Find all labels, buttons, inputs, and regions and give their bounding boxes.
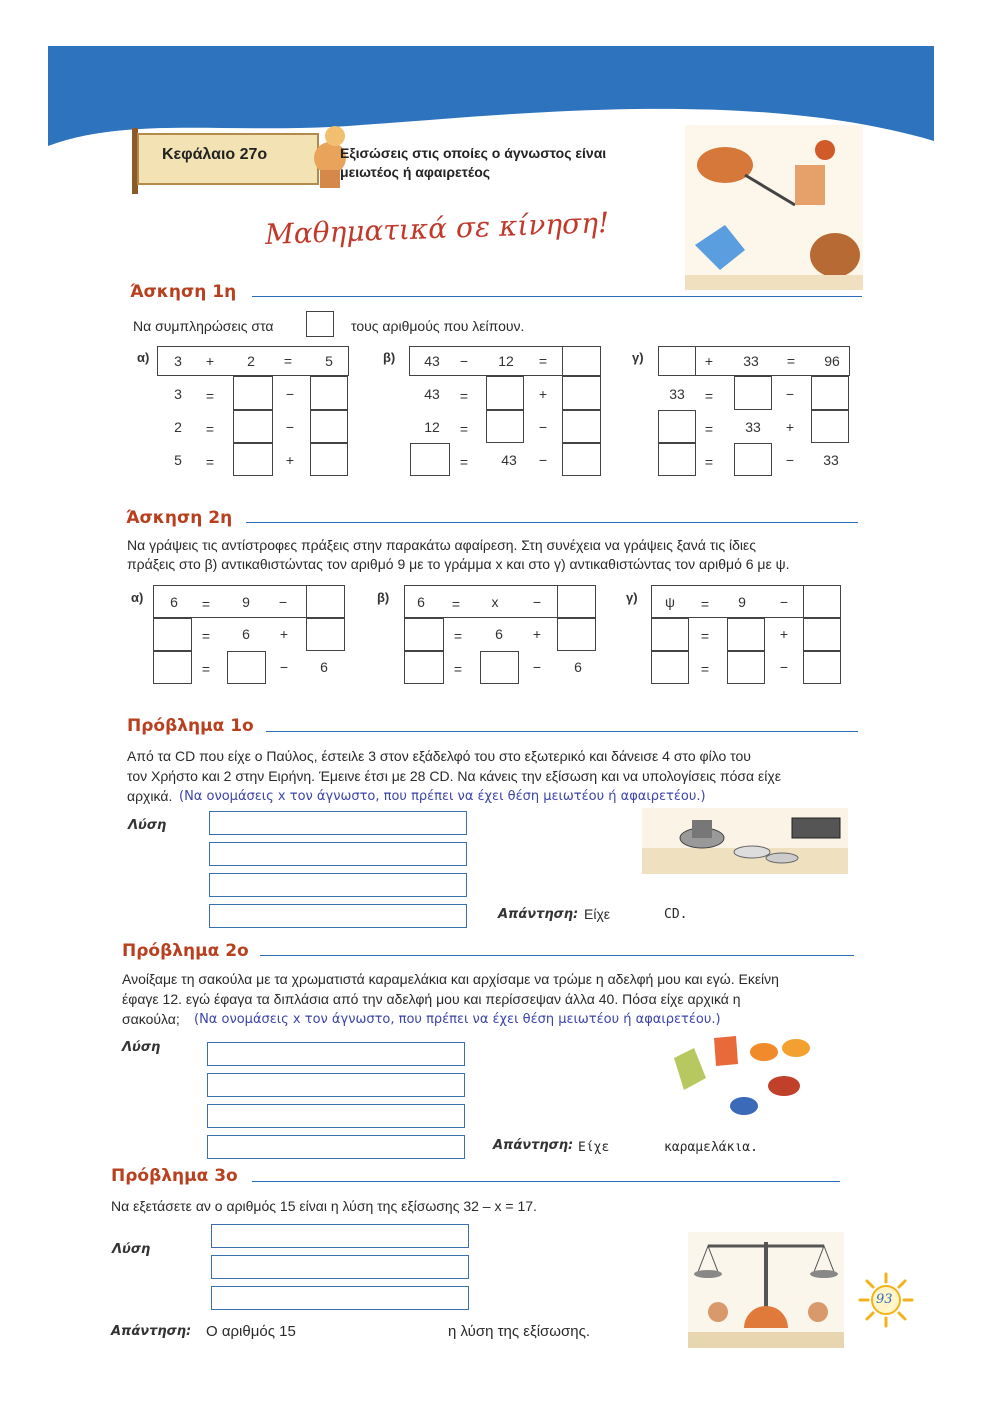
p1-solution-line-1[interactable] bbox=[209, 811, 467, 835]
ex1b-r0-c1: − bbox=[459, 353, 469, 369]
p3-solution-label: Λύση bbox=[112, 1242, 151, 1257]
p3-solution-line-1[interactable] bbox=[211, 1224, 469, 1248]
ex1b-r2-box1[interactable] bbox=[486, 410, 524, 443]
p2-title: Πρόβλημα 2ο bbox=[122, 941, 249, 961]
p1-solution-label: Λύση bbox=[128, 818, 167, 833]
ex2a-r0-c2: 9 bbox=[242, 594, 250, 610]
ex2b-r0-c3: − bbox=[532, 594, 542, 610]
p3-answer-a: Ο αριθμός 15 bbox=[206, 1323, 296, 1340]
p3-answer-b: η λύση της εξίσωσης. bbox=[448, 1323, 590, 1340]
balance-scale-illustration bbox=[688, 1232, 844, 1348]
ex2c-r2-box2[interactable] bbox=[727, 651, 765, 684]
ex2c-r2-box3[interactable] bbox=[803, 651, 841, 684]
ex2a-r1-box1[interactable] bbox=[153, 618, 192, 651]
page-number-badge bbox=[858, 1272, 914, 1328]
p3-solution-line-3[interactable] bbox=[211, 1286, 469, 1310]
ex1a-r0-c0: 3 bbox=[174, 353, 182, 369]
ex1c-r0-c3: 96 bbox=[824, 353, 840, 369]
ex1-instruction-b: τους αριθμούς που λείπουν. bbox=[351, 318, 525, 334]
p1-text-3: αρχικά. bbox=[127, 788, 173, 804]
ex1a-r2-c1: = bbox=[205, 421, 215, 437]
ex2a-r1-c1: 6 bbox=[242, 626, 250, 642]
ex2b-label: β) bbox=[377, 590, 390, 605]
ex1b-r0-box[interactable] bbox=[562, 346, 601, 376]
ex2c-r0-c3: − bbox=[779, 594, 789, 610]
ex1b-r3-box1[interactable] bbox=[410, 443, 450, 476]
p3-rule bbox=[252, 1181, 840, 1182]
ex2a-r2-box2[interactable] bbox=[227, 651, 266, 684]
ex1b-r0-c2: 12 bbox=[498, 353, 514, 369]
ex1a-r3-c2: + bbox=[285, 452, 295, 468]
ex1b-r2-box2[interactable] bbox=[562, 410, 601, 443]
ex2b-r0-c1: = bbox=[451, 596, 461, 612]
ex1b-r0-c0: 43 bbox=[424, 353, 440, 369]
ex1b-r1-c2: + bbox=[538, 386, 548, 402]
ex1c-r0-c2: = bbox=[786, 353, 796, 369]
ex2b-r1-c1: 6 bbox=[495, 626, 503, 642]
ex2c-r1-box1[interactable] bbox=[651, 618, 689, 651]
p1-answer-label: Απάντηση: bbox=[498, 907, 579, 922]
p1-rule bbox=[266, 731, 858, 732]
ex1a-r0-c1: + bbox=[205, 353, 215, 369]
cd-player-illustration bbox=[642, 808, 848, 874]
ex2a-label: α) bbox=[131, 590, 144, 605]
p2-answer-a: Είχε bbox=[578, 1140, 610, 1155]
ex1a-r0-c4: 5 bbox=[325, 353, 333, 369]
p1-title: Πρόβλημα 1ο bbox=[127, 716, 254, 736]
ex1a-r0-c2: 2 bbox=[247, 353, 255, 369]
p3-text-1: Να εξετάσετε αν ο αριθμός 15 είναι η λύση της εξίσωσης 32 – x = 17. bbox=[111, 1198, 537, 1214]
ex2a-r1-c2: + bbox=[279, 626, 289, 642]
ex1a-r3-c0: 5 bbox=[174, 452, 182, 468]
ex1a-r2-box2[interactable] bbox=[310, 410, 348, 443]
ex1c-r0-c1: 33 bbox=[743, 353, 759, 369]
p1-text-1: Από τα CD που είχε ο Παύλος, έστειλε 3 στον εξάδελφό του στο εξωτερικό και δάνεισε 4 στο φίλο του bbox=[127, 748, 751, 764]
ex1-title: Άσκηση 1η bbox=[130, 282, 237, 302]
ex1b-r1-c1: = bbox=[459, 388, 469, 404]
ex2a-r2-c1: − bbox=[279, 659, 289, 675]
ex2b-r2-box2[interactable] bbox=[480, 651, 519, 684]
ex2-text-1: Να γράψεις τις αντίστροφες πράξεις στην παρακάτω αφαίρεση. Στη συνέχεια να γράψεις ξανά τις ίδιες bbox=[127, 537, 756, 553]
ex1b-r0-c3: = bbox=[538, 353, 548, 369]
chapter-title: Κεφάλαιο 27ο bbox=[162, 146, 268, 163]
ex1a-r0-c3: = bbox=[283, 353, 293, 369]
ex1-sample-box bbox=[306, 311, 334, 337]
ex1-rule bbox=[252, 296, 862, 297]
ex1a-r1-c0: 3 bbox=[174, 386, 182, 402]
ex1c-r2-box2[interactable] bbox=[811, 410, 849, 443]
ex1c-label: γ) bbox=[632, 350, 644, 365]
ex2c-r0-box[interactable] bbox=[803, 585, 841, 618]
ex1b-r1-box2[interactable] bbox=[562, 376, 601, 410]
p3-solution-line-2[interactable] bbox=[211, 1255, 469, 1279]
ex1a-r1-c2: − bbox=[285, 386, 295, 402]
ex2b-r1-c0: = bbox=[453, 628, 463, 644]
ex1c-r1-c1: = bbox=[704, 388, 714, 404]
ex1c-r3-box2[interactable] bbox=[734, 443, 772, 476]
ex2b-r1-box1[interactable] bbox=[404, 618, 444, 651]
ex2c-r0-c1: = bbox=[700, 596, 710, 612]
ex1c-r3-c2: 33 bbox=[823, 452, 839, 468]
ex2b-r2-c2: 6 bbox=[574, 659, 582, 675]
ex1c-r1-box2[interactable] bbox=[811, 376, 849, 410]
p2-text-3: σακούλα; bbox=[122, 1011, 180, 1027]
ex2c-r1-box3[interactable] bbox=[803, 618, 841, 651]
p3-answer-label: Απάντηση: bbox=[111, 1324, 192, 1339]
ex2a-r0-c1: = bbox=[201, 596, 211, 612]
ex2a-r0-c3: − bbox=[278, 594, 288, 610]
ex1c-r1-box1[interactable] bbox=[734, 376, 772, 410]
p2-text-2: έφαγε 12. εγώ έφαγα τα διπλάσια από την αδελφή μου και περίσσεψαν άλλα 40. Πόσα είχε αρχικά η bbox=[122, 991, 741, 1007]
ex1a-r2-c0: 2 bbox=[174, 419, 182, 435]
ex1c-r1-c2: − bbox=[785, 386, 795, 402]
p2-solution-line-1[interactable] bbox=[207, 1042, 465, 1066]
p1-solution-line-3[interactable] bbox=[209, 873, 467, 897]
candies-illustration bbox=[664, 1028, 830, 1124]
p1-solution-line-4[interactable] bbox=[209, 904, 467, 928]
p2-solution-line-3[interactable] bbox=[207, 1104, 465, 1128]
ex1c-r2-box1[interactable] bbox=[658, 410, 696, 443]
ex2c-r1-c1: + bbox=[779, 626, 789, 642]
ex1c-r0-c0: + bbox=[704, 353, 714, 369]
slogan: Μαθηματικά σε κίνηση! bbox=[264, 206, 610, 251]
chapter-subtitle: Εξισώσεις στις οποίες ο άγνωστος είναι μειωτέος ή αφαιρετέος bbox=[340, 145, 607, 180]
ex2c-r1-box2[interactable] bbox=[727, 618, 765, 651]
ex1c-r3-c1: − bbox=[785, 452, 795, 468]
ex2b-r0-c2: x bbox=[491, 594, 499, 610]
p2-answer-b: καραμελάκια. bbox=[664, 1140, 758, 1155]
ex2a-r1-c0: = bbox=[201, 628, 211, 644]
ex2c-r2-c0: = bbox=[700, 661, 710, 677]
ex2a-r2-c2: 6 bbox=[320, 659, 328, 675]
ex2b-r0-box[interactable] bbox=[557, 585, 596, 618]
ex1b-r1-c0: 43 bbox=[424, 386, 440, 402]
ex1c-r2-c1: 33 bbox=[745, 419, 761, 435]
chapter-plaque bbox=[130, 122, 360, 194]
ex1b-r1-box1[interactable] bbox=[486, 376, 524, 410]
ex1a-r3-box2[interactable] bbox=[310, 443, 348, 476]
p2-solution-label: Λύση bbox=[122, 1040, 161, 1055]
ex1b-r2-c1: = bbox=[459, 421, 469, 437]
ex2-rule bbox=[246, 522, 858, 523]
ex2b-r2-c1: − bbox=[532, 659, 542, 675]
ex2c-r0-c0: ψ bbox=[665, 594, 675, 610]
ex2b-r2-c0: = bbox=[453, 661, 463, 677]
ex1a-r1-box2[interactable] bbox=[310, 376, 348, 410]
ex1a-r3-c1: = bbox=[205, 454, 215, 470]
p1-hint: (Να ονομάσεις x τον άγνωστο, που πρέπει να έχει θέση μειωτέου ή αφαιρετέου.) bbox=[179, 789, 706, 804]
ex1a-r1-box1[interactable] bbox=[233, 376, 273, 410]
ex2b-r1-c2: + bbox=[532, 626, 542, 642]
ex1a-label: α) bbox=[137, 350, 150, 365]
ex1a-r3-box1[interactable] bbox=[233, 443, 273, 476]
ex1c-r2-c0: = bbox=[704, 421, 714, 437]
p2-solution-line-2[interactable] bbox=[207, 1073, 465, 1097]
ex2b-r0-c0: 6 bbox=[417, 594, 425, 610]
page-number: 93 bbox=[876, 1292, 893, 1307]
ex1b-label: β) bbox=[383, 350, 396, 365]
ex2a-r1-box2[interactable] bbox=[306, 618, 345, 651]
p3-title: Πρόβλημα 3ο bbox=[111, 1166, 238, 1186]
ex2c-r2-c1: − bbox=[779, 659, 789, 675]
ex1b-r2-c2: − bbox=[538, 419, 548, 435]
ex1b-r2-c0: 12 bbox=[424, 419, 440, 435]
ex1c-r1-c0: 33 bbox=[669, 386, 685, 402]
ex2-title: Άσκηση 2η bbox=[126, 508, 233, 528]
ex2a-r0-c0: 6 bbox=[170, 594, 178, 610]
ex2a-r2-c0: = bbox=[201, 661, 211, 677]
ex2b-r2-box1[interactable] bbox=[404, 651, 444, 684]
ex1c-r3-c0: = bbox=[704, 454, 714, 470]
p2-hint: (Να ονομάσεις x τον άγνωστο, που πρέπει να έχει θέση μειωτέου ή αφαιρετέου.) bbox=[194, 1012, 721, 1027]
p2-rule bbox=[260, 955, 854, 956]
ex2a-r2-box1[interactable] bbox=[153, 651, 192, 684]
ex1a-r2-box1[interactable] bbox=[233, 410, 273, 443]
ex2c-r1-c0: = bbox=[700, 628, 710, 644]
ex2c-label: γ) bbox=[626, 590, 638, 605]
p1-answer-b: CD. bbox=[664, 907, 688, 922]
ex1c-r2-c2: + bbox=[785, 419, 795, 435]
ex1b-r3-c0: = bbox=[459, 454, 469, 470]
p1-text-2: τον Χρήστο και 2 στην Ειρήνη. Έμεινε έτσι με 28 CD. Να κάνεις την εξίσωση και να υπολογίσεις πόσα είχε bbox=[127, 768, 781, 784]
ex1a-r1-c1: = bbox=[205, 388, 215, 404]
p2-solution-line-4[interactable] bbox=[207, 1135, 465, 1159]
p2-answer-label: Απάντηση: bbox=[493, 1138, 574, 1153]
ex1b-r3-c1: 43 bbox=[501, 452, 517, 468]
ex2a-r0-box[interactable] bbox=[306, 585, 345, 618]
ex1b-r3-c2: − bbox=[538, 452, 548, 468]
ex1-instruction-a: Να συμπληρώσεις στα bbox=[133, 318, 274, 334]
ex1a-r2-c2: − bbox=[285, 419, 295, 435]
p1-solution-line-2[interactable] bbox=[209, 842, 467, 866]
cartoon-illustration bbox=[685, 125, 863, 290]
ex1c-r0-box[interactable] bbox=[658, 346, 696, 376]
ex2-text-2: πράξεις στο β) αντικαθιστώντας τον αριθμό 9 με το γράμμα x και στο γ) αντικαθιστώντας τον αριθμό 6 με ψ. bbox=[127, 556, 790, 572]
p1-answer-a: Είχε bbox=[584, 906, 611, 922]
ex2c-r2-box1[interactable] bbox=[651, 651, 689, 684]
p2-text-1: Ανοίξαμε τη σακούλα με τα χρωματιστά καραμελάκια και αρχίσαμε να τρώμε η αδελφή μου και εγώ. Εκείνη bbox=[122, 971, 779, 987]
ex2c-r0-c2: 9 bbox=[738, 594, 746, 610]
ex1c-r3-box1[interactable] bbox=[658, 443, 696, 476]
ex1b-r3-box2[interactable] bbox=[562, 443, 601, 476]
ex2b-r1-box2[interactable] bbox=[557, 618, 596, 651]
